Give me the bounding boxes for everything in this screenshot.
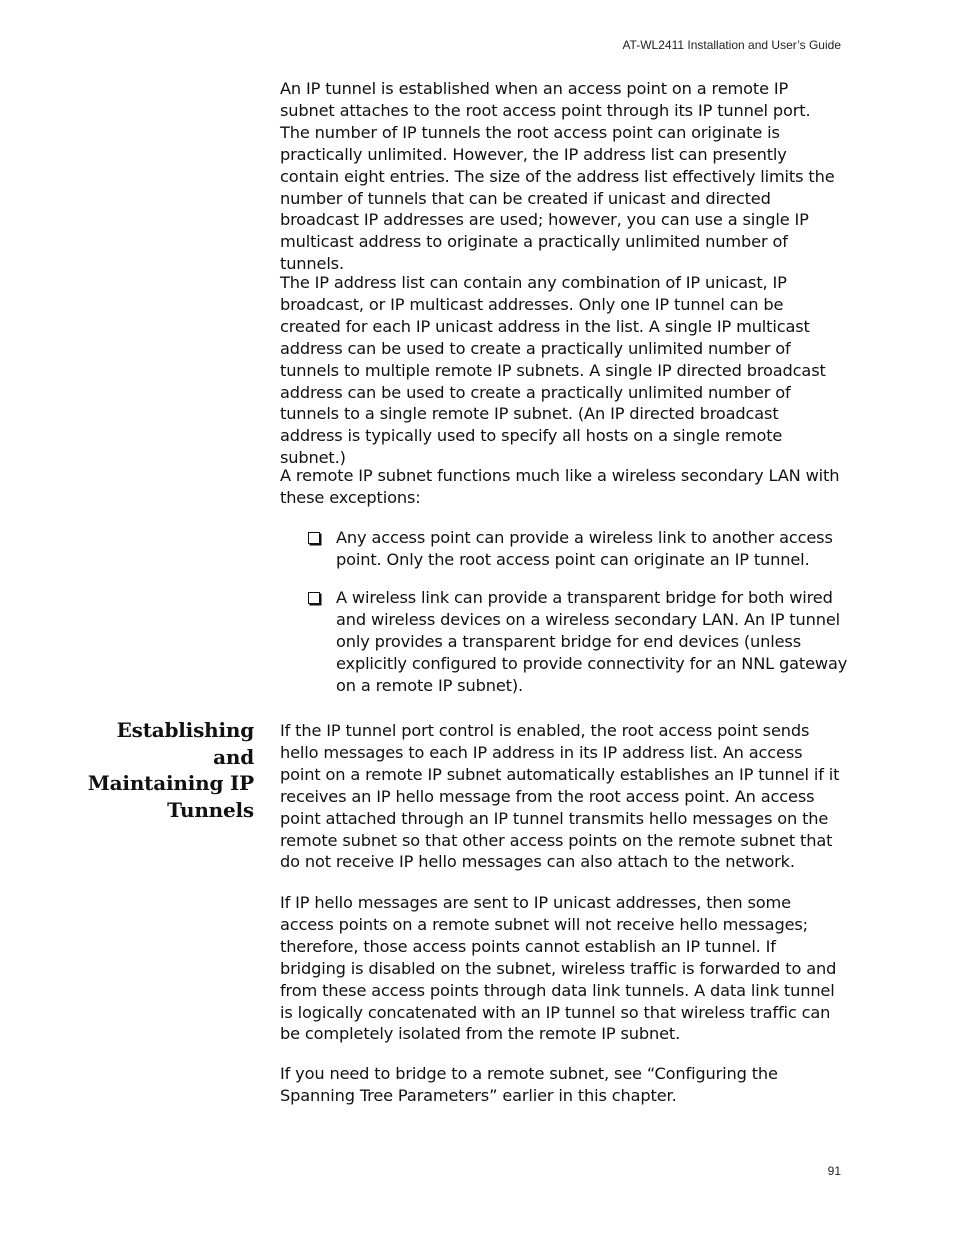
paragraph-text: An IP tunnel is established when an access point on a remote IP subnet attaches to the root access point through its IP tunnel port. The number of IP tunnels the root access point can originate is practically unlimited. However, the IP address list can presently contain eight entries. The size of the address list effectively limits the number of tunnels that can be created if unicast and directed broadcast IP addresses are used; however, you can use a single IP multicast address to originate a practically unlimited number of tunnels. [280, 79, 835, 274]
bullet-text: Any access point can provide a wireless link to another access point. Only the root access point can originate an IP tunnel. [336, 528, 833, 569]
section-heading: Establishing and Maintaining IP Tunnels [87, 718, 254, 822]
exceptions-intro-paragraph [280, 465, 842, 509]
section-paragraph [280, 1063, 842, 1107]
paragraph-text: If the IP tunnel port control is enabled, the root access point sends hello messages to each IP address in its IP address list. An access point on a remote IP subnet automatically establishes an IP tunnel if it receives an IP hello message from the root access point. An access point attached through an IP tunnel transmits hello messages on the remote subnet so that other access points on the remote subnet that do not receive IP hello messages can also attach to the network. [280, 721, 840, 872]
checkbox-bullet-icon [308, 592, 320, 604]
running-header: AT-WL2411 Installation and User’s Guide [622, 38, 841, 52]
intro-paragraph [280, 78, 842, 275]
page-number: 91 [827, 1164, 841, 1178]
paragraph-text: The IP address list can contain any combination of IP unicast, IP broadcast, or IP multicast addresses. Only one IP tunnel can be created for each IP unicast address in the list. A single IP multicast address can be used to create a practically unlimited number of tunnels to multiple remote IP subnets. A single IP directed broadcast address can be used to create a practically unlimited number of tunnels to a single remote IP subnet. (An IP directed broadcast address is typically used to specify all hosts on a single remote subnet.) [280, 273, 826, 468]
bullet-text: A wireless link can provide a transparent bridge for both wired and wireless devices on a wireless secondary LAN. An IP tunnel only provides a transparent bridge for end devices (unless explicitly configured to provide connectivity for an NNL gateway on a remote IP subnet). [336, 588, 848, 695]
checkbox-bullet-icon [308, 532, 320, 544]
paragraph-text: If IP hello messages are sent to IP unicast addresses, then some access points on a remote subnet will not receive hello messages; therefore, those access points cannot establish an IP tunnel. If bridging is disabled on the subnet, wireless traffic is forwarded to and from these access points through data link tunnels. A data link tunnel is logically concatenated with an IP tunnel so that wireless traffic can be completely isolated from the remote IP subnet. [280, 893, 837, 1044]
paragraph-text: A remote IP subnet functions much like a wireless secondary LAN with these exceptions: [280, 466, 840, 507]
section-paragraph [280, 892, 842, 1045]
address-list-paragraph [280, 272, 842, 469]
paragraph-text: If you need to bridge to a remote subnet, see “Configuring the Spanning Tree Parameters” earlier in this chapter. [280, 1064, 778, 1105]
section-paragraph [280, 720, 842, 873]
